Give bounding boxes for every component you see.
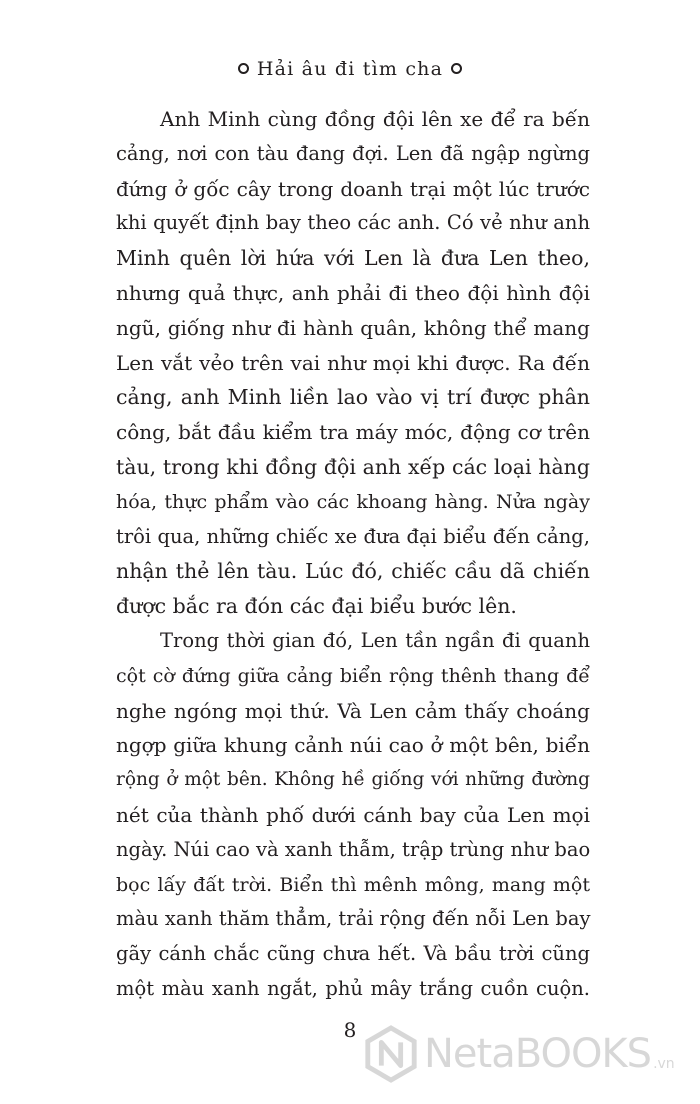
paragraph-1-line: Minh quên lời hứa với Len là đưa Len theo, [116,246,590,271]
paragraph-2-line: bọc lấy đất trời. Biển thì mênh mông, mang một [116,873,590,896]
paragraph-2-line: Trong thời gian đó, Len tần ngần đi quanh [160,628,590,652]
body-text [116,102,590,1007]
watermark-tld: .vn [653,1056,675,1072]
paragraph-2-line: rộng ở một bên. Không hề giống với những đường [116,769,590,791]
paragraph-1-line: tàu, trong khi đồng đội anh xếp các loại hàng [116,454,590,479]
paragraph-1-line: cảng, nơi con tàu đang đợi. Len đã ngập ngừng [116,141,590,165]
bullet-ornament-right [451,63,462,74]
paragraph-2-line: gãy cánh chắc cũng chưa hết. Và bầu trời cũng [116,942,590,966]
paragraph-1-line: được bắc ra đón các đại biểu bước lên. [116,594,517,619]
paragraph-1-line: công, bắt đầu kiểm tra máy móc, động cơ trên [116,420,590,445]
paragraph-2-line: cột cờ đứng giữa cảng biển rộng thênh thang để [116,664,590,687]
netabooks-logo-icon [362,1025,420,1083]
paragraph-1-line: khi quyết định bay theo các anh. Có vẻ như anh [116,211,590,235]
paragraph-1-line: hóa, thực phẩm vào các khoang hàng. Nửa ngày [116,490,590,513]
paragraph-1-line: Anh Minh cùng đồng đội lên xe để ra bến [160,107,590,131]
paragraph-1-line: nhận thẻ lên tàu. Lúc đó, chiếc cầu dã chiến [116,559,590,584]
running-header [0,58,700,80]
paragraph-2-line: nghe ngóng mọi thứ. Và Len cảm thấy choáng [116,698,590,723]
paragraph-2-line: một màu xanh ngắt, phủ mây trắng cuồn cuộn. [116,976,590,1000]
paragraph-1-line: Len vắt vẻo trên vai như mọi khi được. Ra đến [116,350,590,375]
paragraph-2-line: ngợp giữa khung cảnh núi cao ở một bên, biển [116,733,590,758]
paragraph-1-line: ngũ, giống như đi hành quân, không thể mang [116,315,590,340]
paragraph-2-line: màu xanh thăm thẳm, trải rộng đến nỗi Len bay [116,907,591,931]
bullet-ornament-left [238,63,249,74]
watermark [362,1022,692,1086]
paragraph-1-line: nhưng quả thực, anh phải đi theo đội hình đội [116,280,590,305]
paragraph-1-line: trôi qua, những chiếc xe đưa đại biểu đến cảng, [116,524,590,548]
watermark-brand: NetaBOOKS [424,1031,652,1077]
paragraph-1-line: đứng ở gốc cây trong doanh trại một lúc trước [116,176,590,201]
paragraph-1-line: cảng, anh Minh liền lao vào vị trí được phân [116,385,590,410]
book-title: Hải âu đi tìm cha [256,58,444,80]
paragraph-2-line: ngày. Núi cao và xanh thẫm, trập trùng như bao [116,837,591,861]
paragraph-2-line: nét của thành phố dưới cánh bay của Len mọi [116,802,590,827]
page-number: 8 [343,1018,357,1042]
